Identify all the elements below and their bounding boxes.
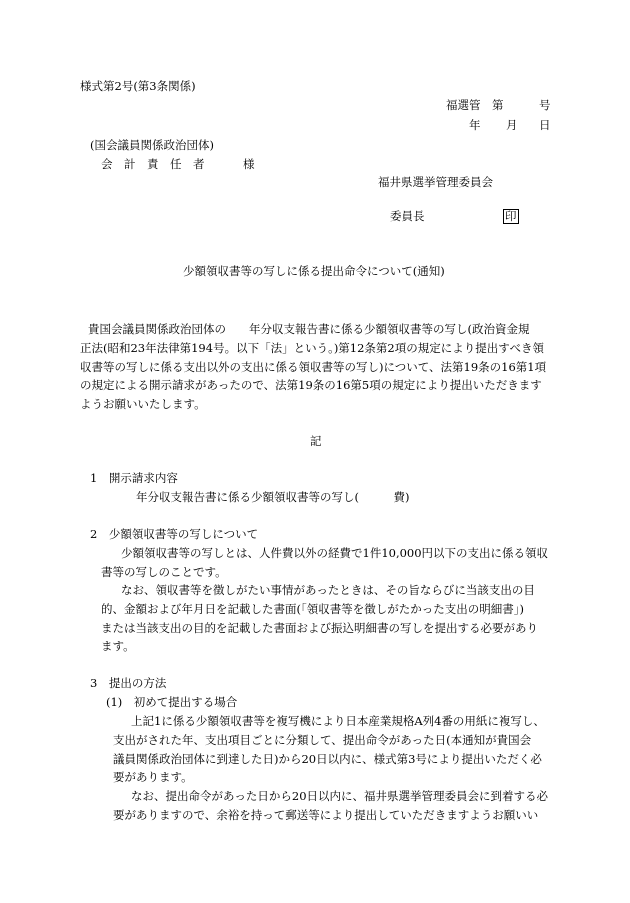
document-number-go: 号 [539,98,551,112]
section-2-line: 書等の写しのことです。 [101,565,227,579]
sender-title: 委員長 [390,209,425,223]
ki-heading: 記 [310,434,322,448]
section-3-line: 要がありますので、余裕を持って郵送等により提出していただきますようお願いい [113,808,539,822]
seal-text: 印 [505,209,517,223]
section-3-line: なお、提出命令があった日から20日以内に、福井県選挙管理委員会に到着する必 [131,789,549,803]
date-month: 月 [506,118,518,132]
date-day: 日 [539,118,551,132]
seal-stamp [503,209,519,224]
section-3-line: 上記1に係る少額領収書等を複写機により日本産業規格A列4番の用紙に複写し、 [131,714,545,728]
addressee-honorific: 様 [243,157,255,171]
section-2-line: 的、金額および年月日を記載した書面(「領収書等を徴しがたかった支出の明細書」) [101,602,524,616]
section-1-heading: 1 開示請求内容 [90,471,178,485]
body-paragraph-line: 収書等の写しに係る支出以外の支出に係る領収書等の写し)について、法第19条の16第1項 [80,360,547,374]
body-paragraph-line: ようお願いいたします。 [80,397,206,411]
document-number-dai: 第 [492,98,504,112]
section-2-line: または当該支出の目的を記載した書面および振込明細書の写しを提出する必要があり [101,621,538,635]
section-1-text: 年分収支報告書に係る少額領収書等の写し( 費) [136,490,410,504]
addressee-organization: (国会議員関係政治団体) [90,138,214,152]
section-3-line: 議員関係政治団体に到達した日)から20日以内に、様式第3号により提出いただく必 [113,752,542,766]
date-year: 年 [469,118,481,132]
document-number-prefix: 福選管 [446,98,481,112]
body-paragraph-line: の規定による開示請求があったので、法第19条の16第5項の規定により提出いただきます [80,378,542,392]
section-3-subheading: (1) 初めて提出する場合 [106,695,238,709]
section-3-line: 要があります。 [113,770,193,784]
section-3-heading: 3 提出の方法 [90,676,167,690]
addressee-person: 会 計 責 任 者 [101,157,205,171]
section-3-line: 支出がされた年、支出項目ごとに分類して、提出命令があった日(本通知が貴国会 [113,733,532,747]
form-number: 様式第2号(第3条関係) [80,79,196,93]
section-2-heading: 2 少額領収書等の写しについて [90,527,259,541]
body-paragraph-line: 正法(昭和23年法律第194号。以下「法」という。)第12条第2項の規定により提出すべき領 [80,341,545,355]
section-2-line: ます。 [101,639,135,653]
section-2-line: 少額領収書等の写しとは、人件費以外の経費で1件10,000円以下の支出に係る領収 [121,546,549,560]
section-2-line: なお、領収書等を徴しがたい事情があったときは、その旨ならびに当該支出の目 [121,583,535,597]
body-paragraph-line: 貴国会議員関係政治団体の 年分収支報告書に係る少額領収書等の写し(政治資金規 [88,322,530,336]
document-title: 少額領収書等の写しに係る提出命令について(通知) [183,264,445,278]
sender-organization: 福井県選挙管理委員会 [378,175,493,189]
